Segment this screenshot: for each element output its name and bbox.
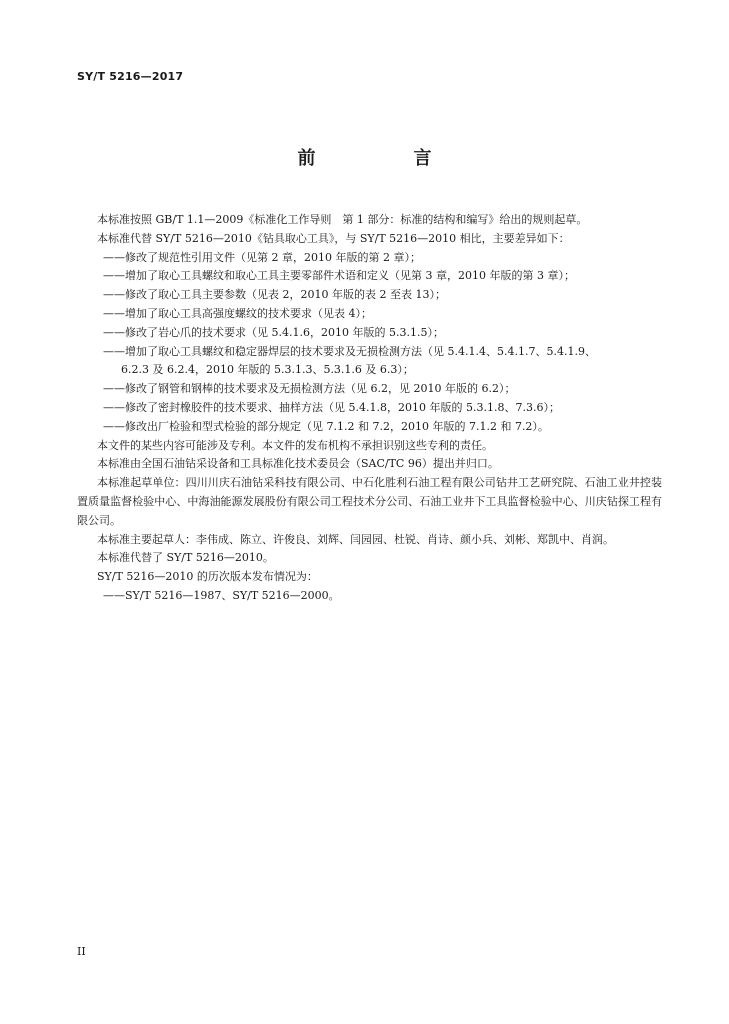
paragraph-patent-notice: 本文件的某些内容可能涉及专利。本文件的发布机构不承担识别这些专利的责任。 (97, 438, 493, 452)
change-item: ——修改了密封橡胶件的技术要求、抽样方法（见 5.4.1.8，2010 年版的 5.3.1.8、7.3.6）； (103, 400, 560, 414)
change-item: ——修改出厂检验和型式检验的部分规定（见 7.1.2 和 7.2，2010 年版的 7.1.2 和 7.2）。 (103, 419, 549, 433)
change-item-continuation: 6.2.3 及 6.2.4，2010 年版的 5.3.1.3、5.3.1.6 及 6.3）； (121, 363, 414, 377)
page-number: II (77, 945, 86, 958)
history-item: ——SY/T 5216—1987、SY/T 5216—2000。 (103, 588, 340, 602)
change-item: ——增加了取心工具螺纹和取心工具主要零部件术语和定义（见第 3 章，2010 年版的第 3 章）； (103, 269, 575, 283)
paragraph-superseded: 本标准代替了 SY/T 5216—2010。 (97, 551, 274, 565)
foreword-body (77, 211, 662, 606)
paragraph-history-intro: SY/T 5216—2010 的历次版本发布情况为： (97, 570, 318, 584)
paragraph-replaces: 本标准代替 SY/T 5216—2010《钻具取心工具》，与 SY/T 5216—2010 相比，主要差异如下： (97, 231, 570, 245)
change-item: ——增加了取心工具螺纹和稳定器焊层的技术要求及无损检测方法（见 5.4.1.4、5.4.1.7、5.4.1.9、 (103, 344, 596, 358)
paragraph-drafters: 本标准主要起草人：李伟成、陈立、许俊良、刘辉、闫园园、杜锐、肖诗、颜小兵、刘彬、郑凯中、肖润。 (97, 532, 614, 546)
standard-code: SY/T 5216—2017 (77, 70, 184, 83)
change-item: ——修改了岩心爪的技术要求（见 5.4.1.6，2010 年版的 5.3.1.5）； (103, 325, 444, 339)
page-title: 前 言 (297, 148, 472, 169)
change-item: ——修改了钢管和钢棒的技术要求及无损检测方法（见 6.2，见 2010 年版的 6.2）； (103, 382, 516, 396)
change-item: ——修改了取心工具主要参数（见表 2，2010 年版的表 2 至表 13）； (103, 288, 446, 302)
paragraph-drafting-units: 本标准起草单位：四川川庆石油钻采科技有限公司、中石化胜利石油工程有限公司钻井工艺研究院、石油工业井控装置质量监督检验中心、中海油能源发展股份有限公司工程技术分公司、石油工业井下工具监督检验中心、川庆钻探工程有限公司。 (77, 476, 662, 527)
change-item: ——修改了规范性引用文件（见第 2 章，2010 年版的第 2 章）； (103, 250, 421, 264)
paragraph-proposer: 本标准由全国石油钻采设备和工具标准化技术委员会（SAC/TC 96）提出并归口。 (97, 457, 499, 471)
change-item: ——增加了取心工具高强度螺纹的技术要求（见表 4）； (103, 306, 372, 320)
paragraph-drafting-rules: 本标准按照 GB/T 1.1—2009《标准化工作导则 第 1 部分：标准的结构和编写》给出的规则起草。 (97, 213, 588, 226)
